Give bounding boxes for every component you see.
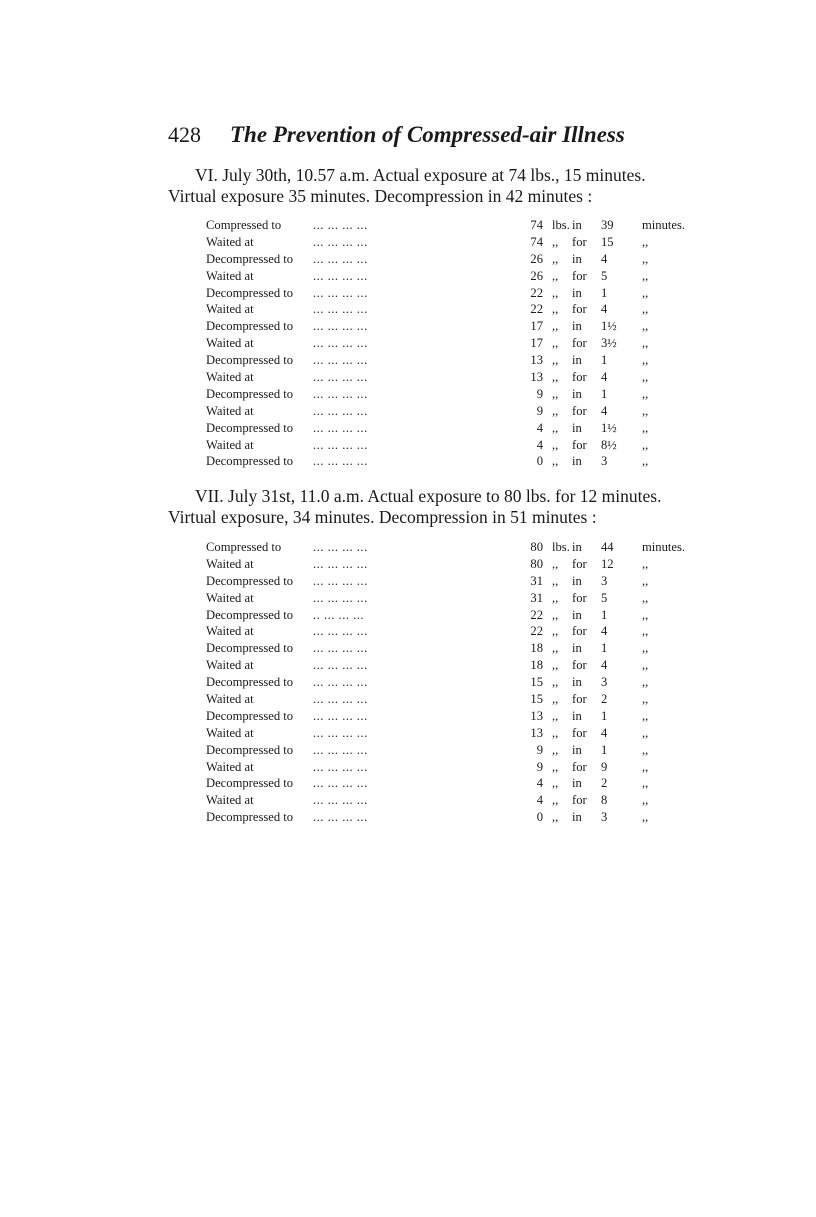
preposition: for [572,302,587,317]
duration-value: 5 [601,268,608,283]
row-label: Decompressed to [206,742,294,757]
preposition: in [572,353,582,368]
table-row [206,539,686,556]
row-label: Decompressed to [206,319,294,334]
duration-unit: ,, [642,454,649,469]
preposition: in [572,454,582,469]
unit-ditto: ,, [552,336,559,351]
pressure-value: 22 [530,624,543,639]
unit-ditto: ,, [552,302,559,317]
duration-unit: ,, [642,573,649,588]
leader-dots: ... ... ... ... [313,776,368,791]
duration-unit: ,, [642,386,649,401]
table-row [206,453,676,470]
table-row [206,607,676,624]
leader-dots: ... ... ... ... [313,540,368,554]
row-label: Decompressed to [206,708,294,723]
table-row [206,251,676,268]
row-label: Decompressed to [206,353,294,368]
pressure-value: 22 [530,285,543,300]
leader-dots: ... ... ... ... [313,336,368,351]
preposition: in [572,420,582,435]
table-row [206,318,676,335]
pressure-value: 4 [536,437,543,452]
preposition: for [572,268,587,283]
pressure-value: 13 [530,725,543,740]
row-label: Waited at [206,725,254,740]
table-row [206,691,676,708]
row-label: Waited at [206,234,254,249]
duration-unit: ,, [642,353,649,368]
unit-ditto: ,, [552,234,559,249]
row-label: Decompressed to [206,675,294,690]
leader-dots: ... ... ... ... [313,251,368,266]
duration-value: 4 [601,725,608,740]
unit-ditto: ,, [552,556,559,571]
leader-dots: ... ... ... ... [313,420,368,435]
pressure-value: 15 [530,675,543,690]
row-label: Decompressed to [206,386,294,401]
table-row [206,335,676,352]
row-label: Waited at [206,268,254,283]
table-row [206,352,676,369]
duration-unit: ,, [642,285,649,300]
duration-value: 1 [601,708,608,723]
unit-ditto: ,, [552,319,559,334]
unit-ditto: ,, [552,725,559,740]
table-row [206,369,676,386]
preposition: in [572,573,582,588]
pressure-value: 15 [530,692,543,707]
row-label: Compressed to [206,218,282,232]
duration-value: 3 [601,573,608,588]
duration-unit: ,, [642,692,649,707]
table-row [206,792,676,809]
preposition: for [572,658,587,673]
unit-ditto: ,, [552,675,559,690]
table-row [206,623,676,640]
duration-unit: ,, [642,742,649,757]
duration-unit: ,, [642,437,649,452]
preposition: for [572,556,587,571]
unit-ditto: ,, [552,624,559,639]
pressure-value: 22 [530,607,543,622]
duration-unit: ,, [642,251,649,266]
unit-ditto: ,, [552,759,559,774]
leader-dots: ... ... ... ... [313,658,368,673]
preposition: in [572,742,582,757]
preposition: in [572,218,582,232]
section-vii-heading-line-2: Virtual exposure, 34 minutes. Decompression in 51 minutes : [168,507,597,527]
unit-ditto: ,, [552,353,559,368]
unit-ditto: ,, [552,810,559,825]
duration-value: 8½ [601,437,617,452]
row-label: Decompressed to [206,285,294,300]
duration-unit: ,, [642,370,649,385]
unit-ditto: ,, [552,708,559,723]
duration-value: 3 [601,454,608,469]
duration-value: 1 [601,285,608,300]
pressure-value: 31 [530,590,543,605]
duration-unit: minutes. [642,540,686,554]
duration-unit: ,, [642,302,649,317]
unit-ditto: ,, [552,454,559,469]
duration-unit: ,, [642,793,649,808]
pressure-value: 18 [530,641,543,656]
unit-ditto: ,, [552,386,559,401]
unit-ditto: ,, [552,437,559,452]
table-row [206,217,686,234]
unit-ditto: ,, [552,607,559,622]
table-row [206,742,676,759]
preposition: in [572,607,582,622]
duration-value: 4 [601,658,608,673]
preposition: in [572,285,582,300]
pressure-value: 0 [536,454,543,469]
row-label: Waited at [206,302,254,317]
leader-dots: ... ... ... ... [313,556,368,571]
preposition: in [572,675,582,690]
duration-unit: ,, [642,675,649,690]
pressure-value: 13 [530,370,543,385]
row-label: Waited at [206,692,254,707]
pressure-value: 4 [536,776,543,791]
leader-dots: ... ... ... ... [313,234,368,249]
unit-ditto: ,, [552,251,559,266]
pressure-value: 4 [536,420,543,435]
duration-value: 3½ [601,336,617,351]
duration-unit: ,, [642,725,649,740]
leader-dots: ... ... ... ... [313,285,368,300]
duration-unit: ,, [642,590,649,605]
row-label: Waited at [206,590,254,605]
duration-value: 3 [601,675,608,690]
duration-value: 4 [601,403,608,418]
unit-ditto: ,, [552,658,559,673]
table-row [206,590,676,607]
section-vi-heading [168,165,713,207]
duration-unit: ,, [642,658,649,673]
row-label: Waited at [206,624,254,639]
leader-dots: ... ... ... ... [313,437,368,452]
duration-value: 4 [601,251,608,266]
duration-unit: ,, [642,319,649,334]
pressure-value: 9 [536,386,543,401]
row-label: Decompressed to [206,573,294,588]
preposition: for [572,234,587,249]
duration-unit: ,, [642,234,649,249]
pressure-value: 13 [530,353,543,368]
duration-value: 8 [601,793,608,808]
preposition: in [572,641,582,656]
table-row [206,437,676,454]
table-row [206,556,676,573]
leader-dots: ... ... ... ... [313,403,368,418]
leader-dots: ... ... ... ... [313,810,368,825]
duration-value: 1 [601,607,608,622]
duration-unit: ,, [642,403,649,418]
leader-dots: ... ... ... ... [313,708,368,723]
preposition: in [572,251,582,266]
duration-unit: ,, [642,776,649,791]
table-row [206,234,676,251]
unit-ditto: ,, [552,420,559,435]
leader-dots: ... ... ... ... [313,641,368,656]
section-vi-decompression-table [206,217,686,470]
duration-value: 1 [601,353,608,368]
leader-dots: .. ... ... ... [313,607,365,622]
row-label: Decompressed to [206,641,294,656]
duration-value: 4 [601,302,608,317]
running-title: The Prevention of Compressed-air Illness [230,122,625,147]
pressure-value: 80 [530,540,543,554]
leader-dots: ... ... ... ... [313,675,368,690]
pressure-value: 9 [536,742,543,757]
pressure-value: 4 [536,793,543,808]
table-row [206,759,676,776]
leader-dots: ... ... ... ... [313,590,368,605]
leader-dots: ... ... ... ... [313,454,368,469]
table-row [206,386,676,403]
row-label: Decompressed to [206,776,294,791]
duration-unit: ,, [642,336,649,351]
unit-ditto: ,, [552,403,559,418]
duration-value: 4 [601,370,608,385]
unit-ditto: ,, [552,590,559,605]
pressure-value: 9 [536,759,543,774]
row-label: Waited at [206,403,254,418]
row-label: Decompressed to [206,420,294,435]
duration-value: 44 [601,540,614,554]
duration-value: 2 [601,692,608,707]
duration-unit: ,, [642,268,649,283]
pressure-value: 0 [536,810,543,825]
unit-ditto: ,, [552,692,559,707]
unit-ditto: ,, [552,742,559,757]
preposition: for [572,759,587,774]
section-vi-heading-line-2: Virtual exposure 35 minutes. Decompression in 42 minutes : [168,186,593,206]
leader-dots: ... ... ... ... [313,725,368,740]
duration-unit: ,, [642,708,649,723]
pressure-value: 17 [530,319,543,334]
leader-dots: ... ... ... ... [313,370,368,385]
preposition: in [572,708,582,723]
duration-unit: ,, [642,607,649,622]
preposition: for [572,725,587,740]
table-row [206,708,676,725]
page-number: 428 [168,122,201,147]
pressure-value: 31 [530,573,543,588]
duration-unit: ,, [642,759,649,774]
table-row [206,640,676,657]
section-vii-heading-line-1: VII. July 31st, 11.0 a.m. Actual exposure to 80 lbs. for 12 minutes. [195,486,662,506]
preposition: for [572,793,587,808]
preposition: in [572,810,582,825]
preposition: for [572,692,587,707]
leader-dots: ... ... ... ... [313,759,368,774]
duration-value: 15 [601,234,614,249]
unit-ditto: lbs. [552,218,570,232]
pressure-value: 74 [530,234,543,249]
page-header [168,122,668,156]
row-label: Waited at [206,336,254,351]
unit-ditto: ,, [552,641,559,656]
leader-dots: ... ... ... ... [313,386,368,401]
preposition: in [572,319,582,334]
duration-unit: ,, [642,420,649,435]
duration-unit: minutes. [642,218,686,232]
preposition: for [572,370,587,385]
unit-ditto: ,, [552,285,559,300]
table-row [206,420,676,437]
row-label: Decompressed to [206,251,294,266]
table-row [206,674,676,691]
unit-ditto: ,, [552,370,559,385]
duration-value: 4 [601,624,608,639]
leader-dots: ... ... ... ... [313,692,368,707]
preposition: in [572,386,582,401]
row-label: Decompressed to [206,454,294,469]
row-label: Waited at [206,556,254,571]
unit-ditto: lbs. [552,540,570,554]
row-label: Compressed to [206,540,282,554]
table-row [206,268,676,285]
pressure-value: 26 [530,251,543,266]
duration-value: 1 [601,641,608,656]
unit-ditto: ,, [552,776,559,791]
table-row [206,725,676,742]
preposition: for [572,403,587,418]
table-row [206,301,676,318]
leader-dots: ... ... ... ... [313,624,368,639]
duration-value: 5 [601,590,608,605]
pressure-value: 22 [530,302,543,317]
duration-unit: ,, [642,641,649,656]
leader-dots: ... ... ... ... [313,319,368,334]
preposition: for [572,336,587,351]
leader-dots: ... ... ... ... [313,742,368,757]
pressure-value: 13 [530,708,543,723]
duration-value: 12 [601,556,614,571]
pressure-value: 9 [536,403,543,418]
preposition: in [572,540,582,554]
pressure-value: 80 [530,556,543,571]
preposition: for [572,437,587,452]
section-vii-decompression-table [206,539,686,826]
leader-dots: ... ... ... ... [313,793,368,808]
leader-dots: ... ... ... ... [313,573,368,588]
table-row [206,573,676,590]
preposition: for [572,624,587,639]
leader-dots: ... ... ... ... [313,268,368,283]
table-row [206,775,676,792]
duration-value: 1½ [601,420,617,435]
table-row [206,809,676,826]
duration-unit: ,, [642,624,649,639]
row-label: Waited at [206,370,254,385]
duration-value: 1 [601,386,608,401]
duration-value: 1½ [601,319,617,334]
leader-dots: ... ... ... ... [313,302,368,317]
pressure-value: 26 [530,268,543,283]
pressure-value: 18 [530,658,543,673]
pressure-value: 74 [530,218,543,232]
table-row [206,657,676,674]
unit-ditto: ,, [552,793,559,808]
row-label: Waited at [206,793,254,808]
unit-ditto: ,, [552,573,559,588]
preposition: for [572,590,587,605]
duration-value: 9 [601,759,608,774]
row-label: Waited at [206,437,254,452]
row-label: Waited at [206,658,254,673]
leader-dots: ... ... ... ... [313,353,368,368]
pressure-value: 17 [530,336,543,351]
section-vii-heading [168,486,713,528]
duration-value: 2 [601,776,608,791]
duration-unit: ,, [642,810,649,825]
duration-value: 3 [601,810,608,825]
preposition: in [572,776,582,791]
duration-unit: ,, [642,556,649,571]
unit-ditto: ,, [552,268,559,283]
row-label: Waited at [206,759,254,774]
leader-dots: ... ... ... ... [313,218,368,232]
section-vi-heading-line-1: VI. July 30th, 10.57 a.m. Actual exposure at 74 lbs., 15 minutes. [195,165,646,185]
duration-value: 1 [601,742,608,757]
duration-value: 39 [601,218,614,232]
row-label: Decompressed to [206,607,294,622]
table-row [206,403,676,420]
table-row [206,285,676,302]
row-label: Decompressed to [206,810,294,825]
